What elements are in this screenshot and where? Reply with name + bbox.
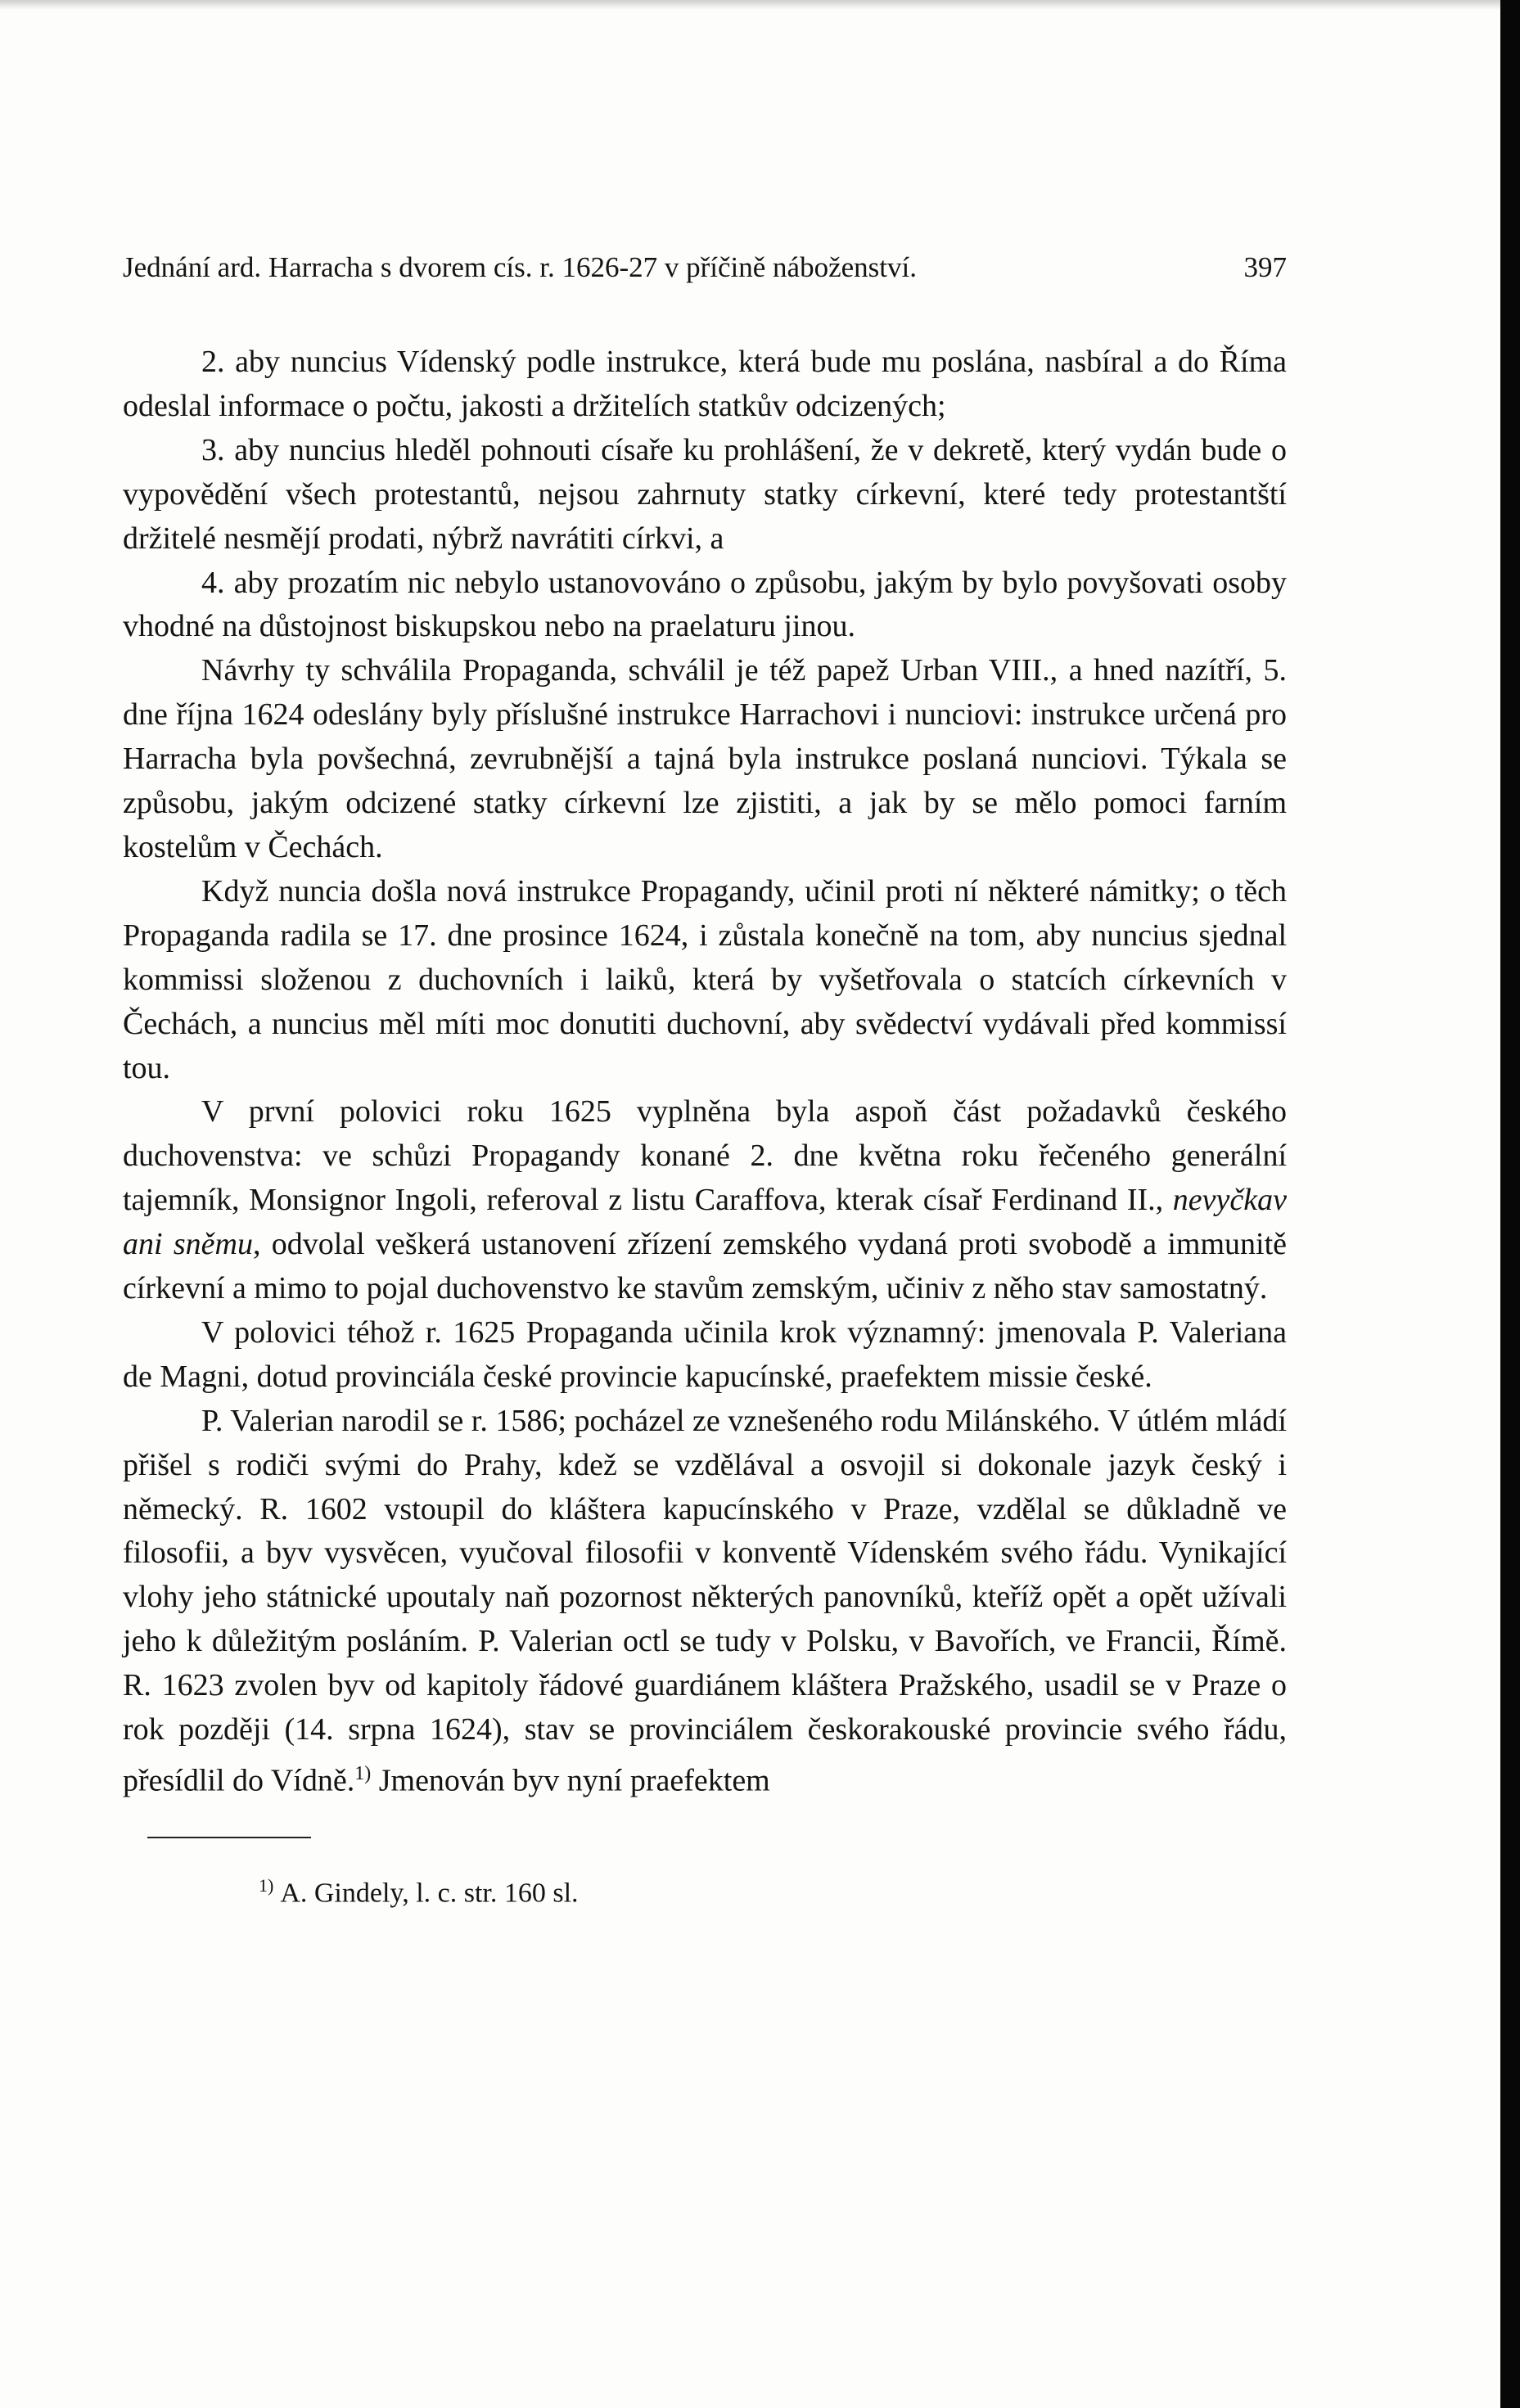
paragraph-nuncio-objections: Když nuncia došla nová instrukce Propagandy, učinil proti ní některé námitky; o těch Propaganda radila se 17. dne prosince 1624, i zůstala konečně na tom, aby nuncius sjednal kommissi složenou z duchovních i laiků, která by vyšetřovala o statcích církevních v Čechách, a nuncius měl míti moc donutiti duchovní, aby svědectví vydávali před kommissí tou. xyxy=(123,873,1287,1085)
running-title: Jednání ard. Harracha s dvorem cís. r. 1626-27 v příčině náboženství. xyxy=(123,251,917,283)
text-run: , odvolal veškerá ustanovení zřízení zemského vydaná proti svobodě a immunitě církevní a mimo to pojal duchovenstvo ke stavům zemským, učiniv z něho stav samostatný. xyxy=(123,1227,1287,1306)
footnote-reference[interactable]: 1) xyxy=(354,1763,372,1784)
footnote-text: A. Gindely, l. c. str. 160 sl. xyxy=(280,1877,579,1908)
footnote-divider xyxy=(147,1837,311,1838)
paragraph-valerian-bio xyxy=(123,1400,1287,1804)
scan-top-edge xyxy=(0,0,1520,10)
scan-right-border xyxy=(1500,0,1520,2408)
text-run: V první polovici roku 1625 vyplněna byla aspoň část požadavků českého duchovenstva: ve schůzi Propagandy konané 2. dne května roku řečeného generální tajemník, Monsignor Ingoli, referoval z listu Caraffova, kterak císař Ferdinand II., xyxy=(123,1094,1287,1218)
text-run: P. Valerian narodil se r. 1586; pocházel ze vznešeného rodu Milánského. V útlém mládí přišel s rodiči svými do Prahy, kdež se vzdělával a osvojil si dokonale jazyk český i německý. R. 1602 vstoupil do kláštera kapucínského v Praze, vzdělal se důkladně ve filosofii, a byv vysvěcen, vyučoval filosofii v konventě Vídenském svého řádu. Vynikající vlohy jeho státnické upoutaly naň pozornost některých panovníků, kteříž opět a opět užívali jeho k důležitým posláním. P. Valerian octl se tudy v Polsku, v Bavořích, ve Francii, Římě. R. 1623 zvolen byv od kapitoly řádové guardiánem kláštera Pražského, usadil se v Praze o rok později (14. srpna 1624), stav se provinciálem českorakouské provincie svého řádu, přesídlil do Vídně. xyxy=(123,1403,1287,1798)
text-run: Jmenován byv nyní praefektem xyxy=(371,1763,770,1798)
footnote xyxy=(123,1868,1287,1911)
paragraph-proposals: Návrhy ty schválila Propaganda, schválil je též papež Urban VIII., a hned nazítří, 5. dne října 1624 odeslány byly příslušné instrukce Harrachovi i nunciovi: instrukce určená pro Harracha byla povšechná, zevrubnější a tajná byla instrukce poslaná nunciovi. Týkala se způsobu, jakým odcizené statky církevní lze zjistiti, a jak by se mělo pomoci farním kostelům v Čechách. xyxy=(123,653,1287,864)
page-number: 397 xyxy=(1243,251,1287,283)
paragraph-item-3: 3. aby nuncius hleděl pohnouti císaře ku prohlášení, že v dekretě, který vydán bude o vypovědění všech protestantů, nejsou zahrnuty statky církevní, které tedy protestantští držitelé nesmějí prodati, nýbrž navrátiti církvi, a xyxy=(123,432,1287,556)
book-page xyxy=(123,246,1287,1911)
paragraph-item-4: 4. aby prozatím nic nebylo ustanovováno o způsobu, jakým by bylo povyšovati osoby vhodné na důstojnost biskupskou nebo na praelaturu jinou. xyxy=(123,565,1287,644)
paragraph-item-2: 2. aby nuncius Vídenský podle instrukce, která bude mu poslána, nasbíral a do Říma odeslal informace o počtu, jakosti a držitelích statkův odcizených; xyxy=(123,345,1287,423)
running-header xyxy=(123,246,1287,290)
italic-phrase: nevyčkav ani sněmu xyxy=(123,1183,1287,1262)
paragraph-first-half-1625 xyxy=(123,1090,1287,1311)
footnote-mark: 1) xyxy=(259,1874,274,1896)
paragraph-valerian-appointed: V polovici téhož r. 1625 Propaganda učinila krok významný: jmenovala P. Valeriana de Magni, dotud provinciála české provincie kapucínské, praefektem missie české. xyxy=(123,1314,1287,1394)
